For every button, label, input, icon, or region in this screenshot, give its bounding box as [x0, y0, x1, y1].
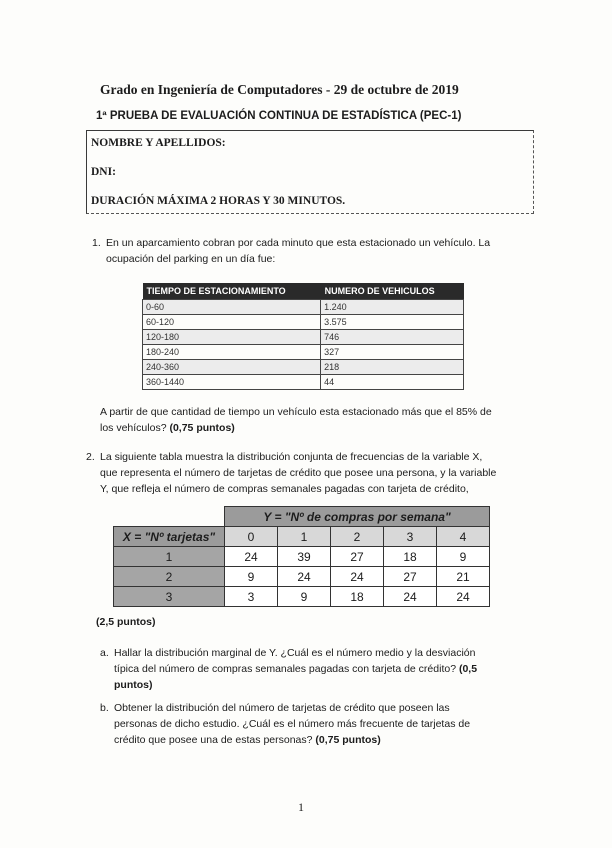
question-2-intro: La siguiente tabla muestra la distribución conjunta de frecuencias de la variable X, que representa el número de tarjetas de crédito que posee una persona, y la variable Y, que refleja el número de compras semanales pagadas con tarjeta de crédito,	[100, 451, 497, 495]
y-value: 2	[331, 527, 384, 547]
table-row: 2 9 24 24 27 21	[114, 567, 490, 587]
question-2-points: (2,5 puntos)	[96, 616, 156, 628]
student-info-box	[86, 130, 534, 214]
page-number: 1	[298, 800, 304, 814]
y-value: 1	[278, 527, 331, 547]
question-1-number: 1.	[92, 237, 101, 249]
sub-question-b: Obtener la distribución del número de tarjetas de crédito que poseen las personas de dicho estudio. ¿Cuál es el número más frecuente de tarjetas de crédito que posee una de estas personas? (0,75 puntos)	[114, 702, 471, 746]
table-row: 120-180 746	[143, 330, 464, 345]
question-2-number: 2.	[86, 451, 95, 463]
table-row: 1 24 39 27 18 9	[114, 547, 490, 567]
question-1-points: (0,75 puntos)	[169, 422, 235, 434]
table-row: 180-240 327	[143, 345, 464, 360]
page-title: Grado en Ingeniería de Computadores - 29 de octubre de 2019	[100, 82, 459, 97]
dni-label: DNI:	[91, 166, 116, 178]
x-header: X = "Nº tarjetas"	[114, 527, 225, 547]
table-row: 0-60 1.240	[143, 300, 464, 315]
question-1-text: A partir de que cantidad de tiempo un vehículo esta estacionado más que el 85% de los vehículos? (0,75 puntos)	[100, 406, 492, 434]
y-value: 3	[384, 527, 437, 547]
table-row: 60-120 3.575	[143, 315, 464, 330]
y-value: 0	[225, 527, 278, 547]
table-row: 240-360 218	[143, 360, 464, 375]
exam-subtitle: 1ª PRUEBA DE EVALUACIÓN CONTINUA DE ESTADÍSTICA (PEC-1)	[96, 110, 462, 122]
y-value: 4	[437, 527, 490, 547]
table-row: 3 3 9 18 24 24	[114, 587, 490, 607]
name-label: NOMBRE Y APELLIDOS:	[91, 137, 226, 149]
frequency-table	[113, 506, 490, 607]
sub-question-a: Hallar la distribución marginal de Y. ¿Cuál es el número medio y la desviación típica del número de compras semanales pagadas con tarjeta de crédito? (0,5 puntos)	[114, 647, 478, 691]
sub-question-b-letter: b.	[100, 702, 109, 714]
table-row: 360-1440 44	[143, 375, 464, 390]
question-1-intro: En un aparcamiento cobran por cada minuto que esta estacionado un vehículo. La ocupación del parking en un día fue:	[106, 237, 491, 265]
col-time-header: TIEMPO DE ESTACIONAMIENTO	[143, 283, 321, 300]
sub-question-a-letter: a.	[100, 647, 109, 659]
y-header: Y = "Nº de compras por semana"	[225, 507, 490, 527]
parking-table	[142, 283, 464, 390]
duration-label: DURACIÓN MÁXIMA 2 HORAS Y 30 MINUTOS.	[91, 195, 346, 207]
col-count-header: NUMERO DE VEHICULOS	[321, 283, 464, 300]
